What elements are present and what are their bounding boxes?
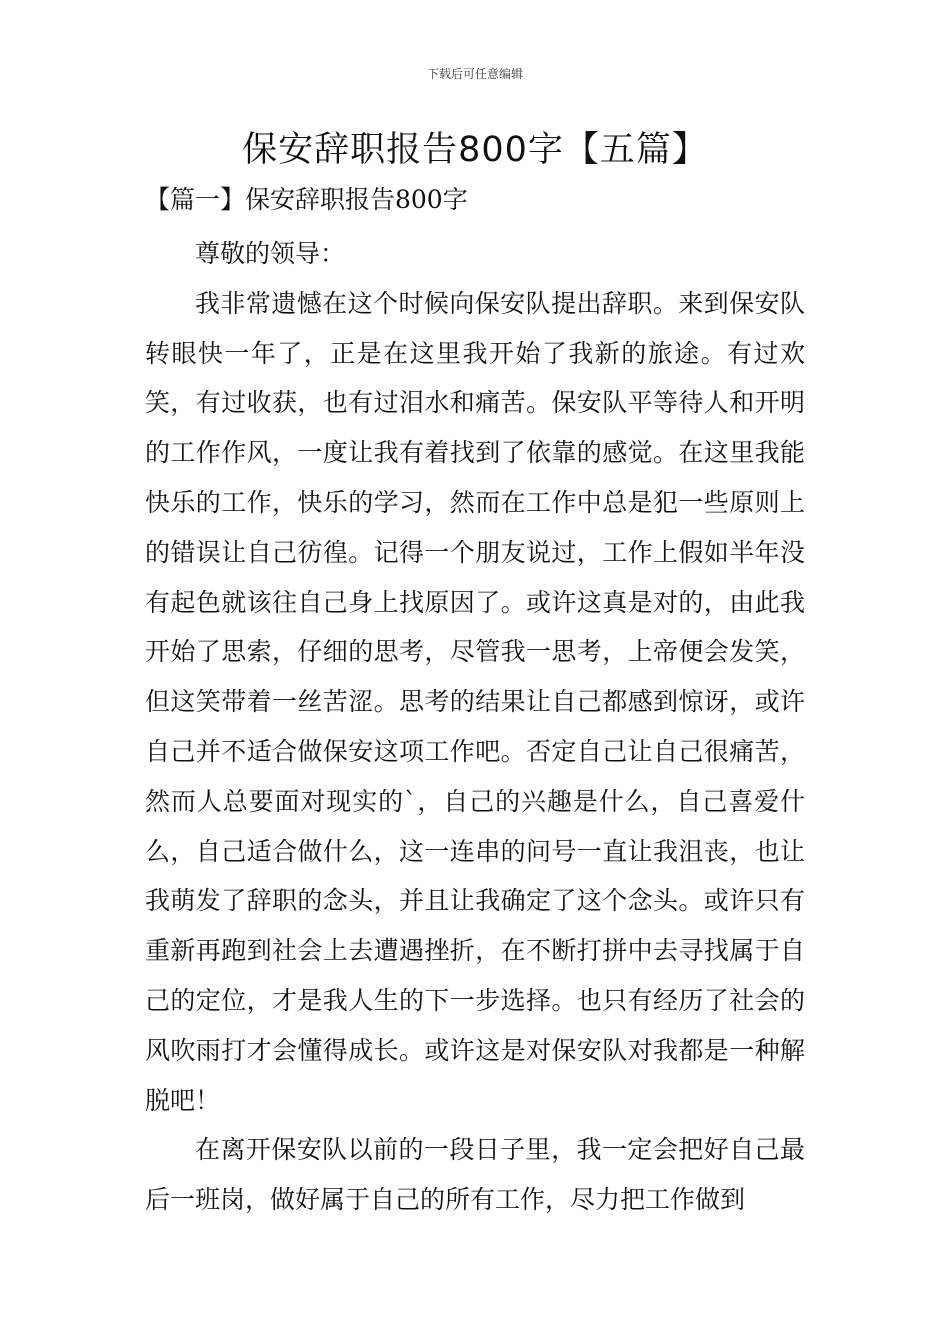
document-body [145, 229, 805, 1225]
body-paragraph: 在离开保安队以前的一段日子里，我一定会把好自己最后一班岗，做好属于自己的所有工作，尽力把工作做到 [145, 1135, 805, 1215]
section-heading: 【篇一】保安辞职报告800字 [145, 185, 468, 214]
salutation-paragraph: 尊敬的领导： [195, 239, 346, 268]
document-title: 保安辞职报告800字【五篇】 [242, 130, 708, 170]
header-note: 下载后可任意编辑 [426, 67, 523, 81]
body-paragraph: 我非常遗憾在这个时候向保安队提出辞职。来到保安队转眼快一年了，正是在这里我开始了我新的旅途。有过欢笑，有过收获，也有过泪水和痛苦。保安队平等待人和开明的工作作风，一度让我有着找到了依靠的感觉。在这里我能快乐的工作，快乐的学习，然而在工作中总是犯一些原则上的错误让自己彷徨。记得一个朋友说过，工作上假如半年没有起色就该往自己身上找原因了。或许这真是对的，由此我开始了思索，仔细的思考，尽管我一思考，上帝便会发笑，但这笑带着一丝苦涩。思考的结果让自己都感到惊讶，或许自己并不适合做保安这项工作吧。否定自己让自己很痛苦，然而人总要面对现实的`，自己的兴趣是什么，自己喜爱什么，自己适合做什么，这一连串的问号一直让我沮丧，也让我萌发了辞职的念头，并且让我确定了这个念头。或许只有重新再跑到社会上去遭遇挫折，在不断打拼中去寻找属于自己的定位，才是我人生的下一步选择。也只有经历了社会的风吹雨打才会懂得成长。或许这是对保安队对我都是一种解脱吧！ [145, 288, 805, 1115]
